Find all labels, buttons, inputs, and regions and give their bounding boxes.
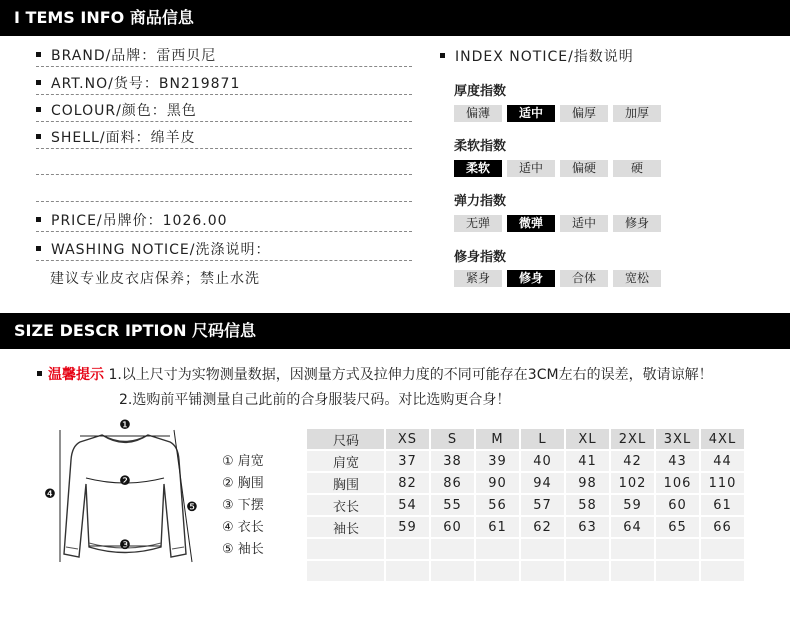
divider (36, 174, 412, 175)
marker-4: ❹ (44, 487, 56, 502)
table-cell: 63 (566, 517, 609, 537)
bullet-icon (36, 134, 41, 139)
table-cell: 60 (656, 495, 699, 515)
table-header-cell: XL (566, 429, 609, 449)
table-row (307, 517, 744, 537)
fit-index-label: 修身指数 (454, 250, 507, 265)
thickness-index-label: 厚度指数 (454, 84, 507, 99)
table-cell: 61 (701, 495, 744, 515)
table-cell (566, 539, 609, 559)
table-cell: 60 (431, 517, 474, 537)
art-no-value: BN219871 (158, 76, 241, 92)
art-no-row (36, 74, 412, 95)
thickness-option-selected: 适中 (507, 105, 555, 122)
table-cell: 61 (476, 517, 519, 537)
bullet-icon (36, 80, 41, 85)
table-cell: 58 (566, 495, 609, 515)
tips-line-1 (37, 364, 713, 384)
shell-row (36, 128, 412, 149)
brand-label: BRAND/品牌： (51, 48, 157, 64)
brand-value: 雷西贝尼 (156, 48, 217, 64)
table-cell: 110 (701, 473, 744, 493)
table-cell: 65 (656, 517, 699, 537)
table-cell: 39 (476, 451, 519, 471)
fit-option: 合体 (560, 270, 608, 287)
table-header-cell: 4XL (701, 429, 744, 449)
table-cell: 55 (431, 495, 474, 515)
price-label: PRICE/吊牌价： (51, 213, 163, 229)
marker-2: ❷ (119, 474, 131, 489)
table-row (307, 473, 744, 493)
table-cell: 衣长 (307, 495, 384, 515)
table-cell: 98 (566, 473, 609, 493)
colour-label: COLOUR/颜色： (51, 103, 167, 119)
table-header-cell: M (476, 429, 519, 449)
legend-chest: ② 胸围 (222, 476, 264, 491)
softness-option: 硬 (613, 160, 661, 177)
table-cell: 43 (656, 451, 699, 471)
table-cell: 90 (476, 473, 519, 493)
table-cell: 82 (386, 473, 429, 493)
elasticity-index-label: 弹力指数 (454, 194, 507, 209)
table-row (307, 495, 744, 515)
art-no-label: ART.NO/货号： (51, 76, 159, 92)
bullet-icon (37, 371, 42, 376)
table-cell (431, 539, 474, 559)
divider (36, 201, 412, 202)
table-cell: 64 (611, 517, 654, 537)
bullet-icon (36, 107, 41, 112)
table-cell: 86 (431, 473, 474, 493)
marker-1: ❶ (119, 418, 131, 433)
softness-option: 适中 (507, 160, 555, 177)
fit-option: 宽松 (613, 270, 661, 287)
elasticity-option: 修身 (613, 215, 661, 232)
legend-hem: ③ 下摆 (222, 498, 264, 513)
table-cell: 42 (611, 451, 654, 471)
marker-5: ❺ (186, 500, 198, 515)
table-cell: 102 (611, 473, 654, 493)
table-row (307, 451, 744, 471)
table-header-cell: XS (386, 429, 429, 449)
items-info-header: I TEMS INFO 商品信息 (0, 0, 790, 36)
table-cell (521, 539, 564, 559)
price-row (36, 211, 412, 232)
thickness-option: 加厚 (613, 105, 661, 122)
tips-text-1: 1.以上尺寸为实物测量数据，因测量方式及拉伸力度的不同可能存在3CM左右的误差，敬请谅解！ (108, 367, 713, 383)
table-cell: 44 (701, 451, 744, 471)
table-cell (431, 561, 474, 581)
table-cell: 57 (521, 495, 564, 515)
index-notice-title: INDEX NOTICE/指数说明 (440, 46, 634, 66)
tips-text-2: 2.选购前平铺测量自己此前的合身服装尺码。对比选购更合身！ (119, 392, 511, 408)
table-row (307, 539, 744, 559)
table-cell (476, 561, 519, 581)
fit-option: 紧身 (454, 270, 502, 287)
elasticity-option-selected: 微弹 (507, 215, 555, 232)
legend-shoulder: ① 肩宽 (222, 454, 264, 469)
bullet-icon (440, 53, 445, 58)
washing-row (36, 240, 412, 261)
table-cell (386, 539, 429, 559)
table-cell: 袖长 (307, 517, 384, 537)
garment-measure-diagram (40, 416, 216, 581)
table-cell (476, 539, 519, 559)
bullet-icon (36, 217, 41, 222)
table-cell: 40 (521, 451, 564, 471)
softness-index-label: 柔软指数 (454, 139, 507, 154)
table-cell: 肩宽 (307, 451, 384, 471)
table-cell (386, 561, 429, 581)
table-cell (701, 539, 744, 559)
colour-row (36, 101, 412, 122)
table-cell: 62 (521, 517, 564, 537)
table-cell: 106 (656, 473, 699, 493)
brand-row (36, 46, 412, 67)
elasticity-option: 无弹 (454, 215, 502, 232)
softness-option: 偏硬 (560, 160, 608, 177)
washing-text: 建议专业皮衣店保养；禁止水洗 (50, 271, 260, 287)
table-cell (656, 561, 699, 581)
table-cell (656, 539, 699, 559)
table-cell: 38 (431, 451, 474, 471)
elasticity-option: 适中 (560, 215, 608, 232)
table-cell: 59 (386, 517, 429, 537)
price-value: 1026.00 (162, 213, 228, 229)
table-cell (566, 561, 609, 581)
size-description-header: SIZE DESCR IPTION 尺码信息 (0, 313, 790, 349)
size-table (305, 427, 746, 583)
table-cell (701, 561, 744, 581)
colour-value: 黑色 (166, 103, 197, 119)
table-header-cell: L (521, 429, 564, 449)
marker-3: ❸ (119, 538, 131, 553)
legend-sleeve: ⑤ 袖长 (222, 542, 264, 557)
legend-length: ④ 衣长 (222, 520, 264, 535)
fit-option-selected: 修身 (507, 270, 555, 287)
table-header-row (307, 429, 744, 449)
table-cell: 59 (611, 495, 654, 515)
table-header-cell: 3XL (656, 429, 699, 449)
table-cell: 37 (386, 451, 429, 471)
table-cell: 56 (476, 495, 519, 515)
bullet-icon (36, 52, 41, 57)
shell-label: SHELL/面料： (51, 130, 151, 146)
softness-option-selected: 柔软 (454, 160, 502, 177)
washing-label: WASHING NOTICE/洗涤说明： (51, 242, 271, 258)
table-header-cell: S (431, 429, 474, 449)
table-cell (307, 561, 384, 581)
tips-label: 温馨提示 (48, 367, 104, 383)
table-cell: 94 (521, 473, 564, 493)
table-cell: 41 (566, 451, 609, 471)
table-cell: 胸围 (307, 473, 384, 493)
table-cell (521, 561, 564, 581)
shell-value: 绵羊皮 (150, 130, 196, 146)
thickness-option: 偏薄 (454, 105, 502, 122)
table-header-cell: 尺码 (307, 429, 384, 449)
table-cell: 66 (701, 517, 744, 537)
table-cell: 54 (386, 495, 429, 515)
table-cell (307, 539, 384, 559)
bullet-icon (36, 246, 41, 251)
thickness-option: 偏厚 (560, 105, 608, 122)
table-row (307, 561, 744, 581)
table-cell (611, 561, 654, 581)
table-header-cell: 2XL (611, 429, 654, 449)
table-cell (611, 539, 654, 559)
